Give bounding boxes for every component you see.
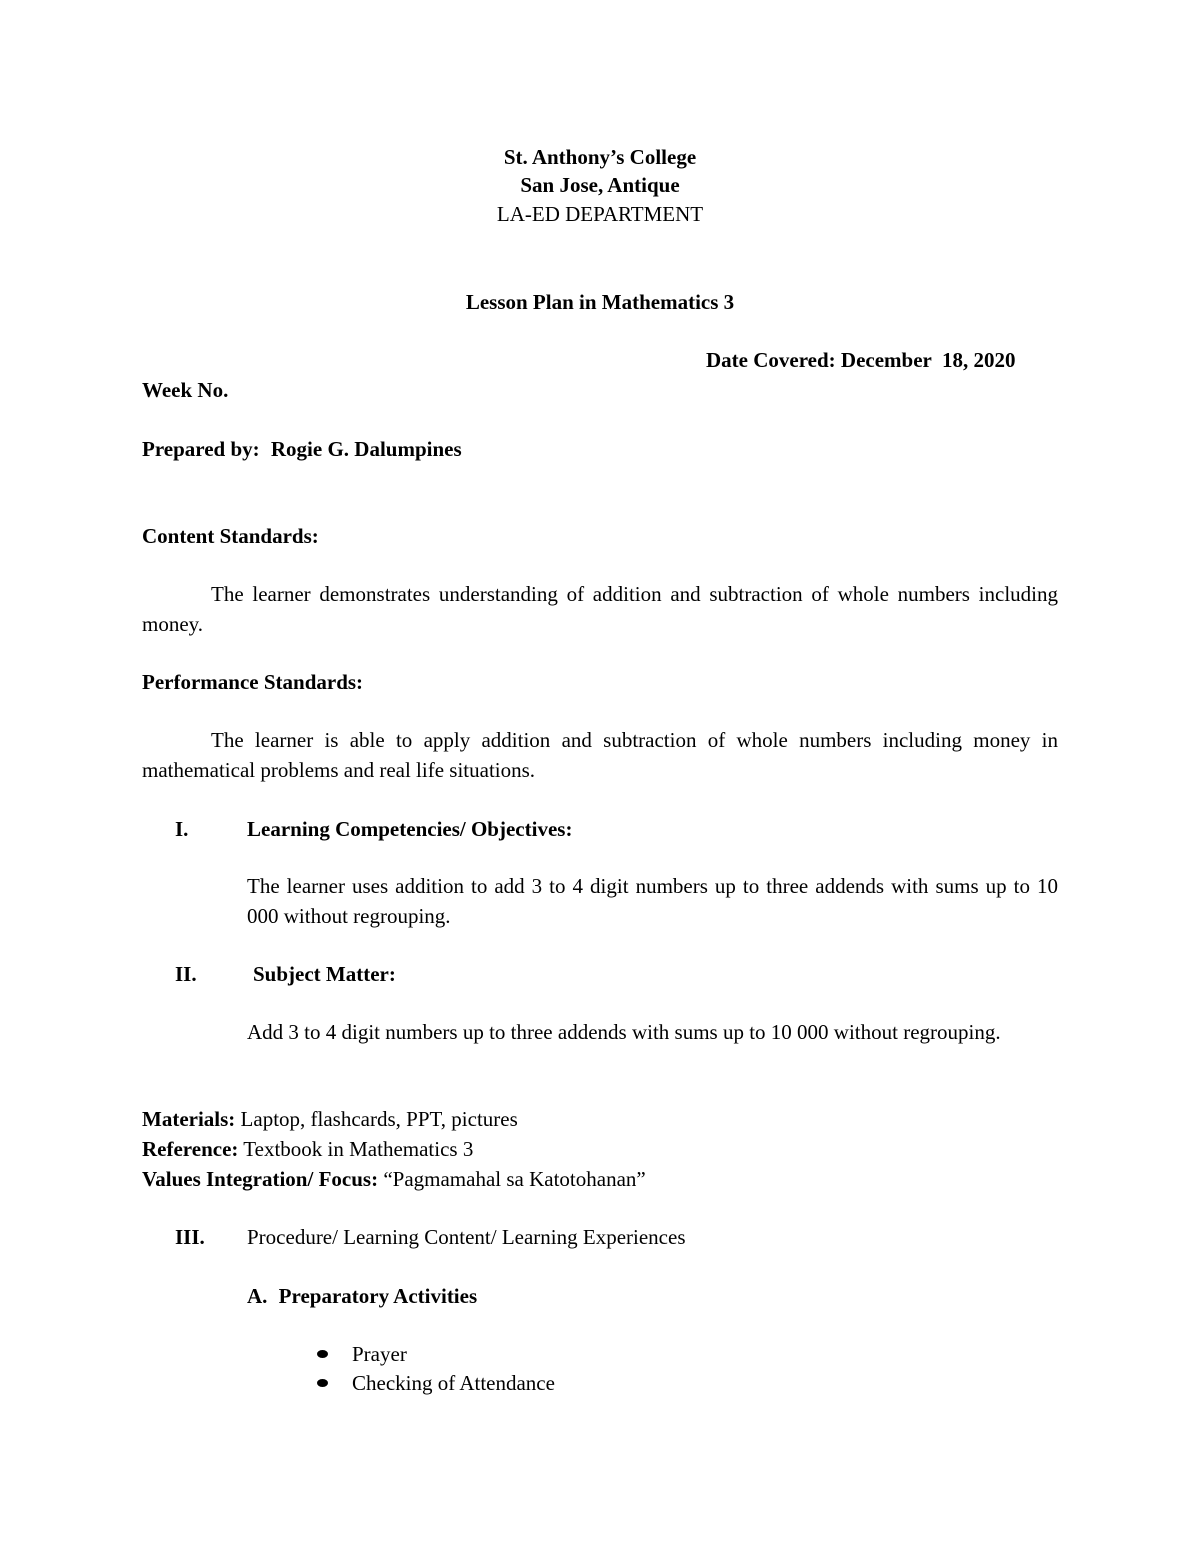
preparatory-letter: A. <box>247 1284 268 1308</box>
section-iii-numeral: III. <box>175 1225 205 1249</box>
prepared-by <box>142 434 462 464</box>
section-iii-heading: Procedure/ Learning Content/ Learning Experiences <box>247 1225 686 1249</box>
school-name: St. Anthony’s College <box>503 145 697 169</box>
performance-standards-text: The learner is able to apply addition and subtraction of whole numbers including money in mathematical problems and real life situations. <box>142 728 1058 782</box>
performance-standards-heading: Performance Standards: <box>142 670 364 694</box>
list-item: Prayer <box>352 1342 407 1366</box>
content-standards-heading: Content Standards: <box>142 524 319 548</box>
materials-value: Laptop, flashcards, PPT, pictures <box>240 1107 518 1131</box>
department-name: LA-ED DEPARTMENT <box>496 202 704 226</box>
date-covered-value: December 18, 2020 <box>840 348 1016 372</box>
reference-label: Reference: <box>142 1137 239 1161</box>
date-covered <box>706 345 1015 375</box>
values-integration-value: “Pagmamahal sa Katotohanan” <box>383 1167 646 1191</box>
section-ii-numeral: II. <box>175 962 197 986</box>
date-covered-label: Date Covered: <box>706 348 836 372</box>
section-ii-text: Add 3 to 4 digit numbers up to three addends with sums up to 10 000 without regrouping. <box>247 1020 1001 1044</box>
content-standards-text: The learner demonstrates understanding of addition and subtraction of whole numbers including money. <box>142 582 1058 636</box>
prepared-by-value: Rogie G. Dalumpines <box>270 437 462 461</box>
bullet-icon <box>317 1379 328 1387</box>
school-location: San Jose, Antique <box>520 173 680 197</box>
reference-line <box>142 1134 473 1164</box>
lesson-title: Lesson Plan in Mathematics 3 <box>465 290 735 314</box>
prepared-by-label: Prepared by: <box>142 437 260 461</box>
values-integration-line <box>142 1164 646 1194</box>
section-ii-heading: Subject Matter: <box>253 962 396 986</box>
week-number-label: Week No. <box>142 378 229 402</box>
values-integration-label: Values Integration/ Focus: <box>142 1167 379 1191</box>
bullet-icon <box>317 1350 328 1358</box>
preparatory-activities <box>247 1281 477 1311</box>
preparatory-heading: Preparatory Activities <box>278 1284 478 1308</box>
section-i-text: The learner uses addition to add 3 to 4 digit numbers up to three addends with sums up to 10 000 without regrouping. <box>247 874 1058 928</box>
section-i-numeral: I. <box>175 817 189 841</box>
list-item: Checking of Attendance <box>352 1371 555 1395</box>
materials-label: Materials: <box>142 1107 236 1131</box>
reference-value: Textbook in Mathematics 3 <box>243 1137 474 1161</box>
materials-line <box>142 1104 518 1134</box>
section-i-heading: Learning Competencies/ Objectives: <box>247 817 573 841</box>
